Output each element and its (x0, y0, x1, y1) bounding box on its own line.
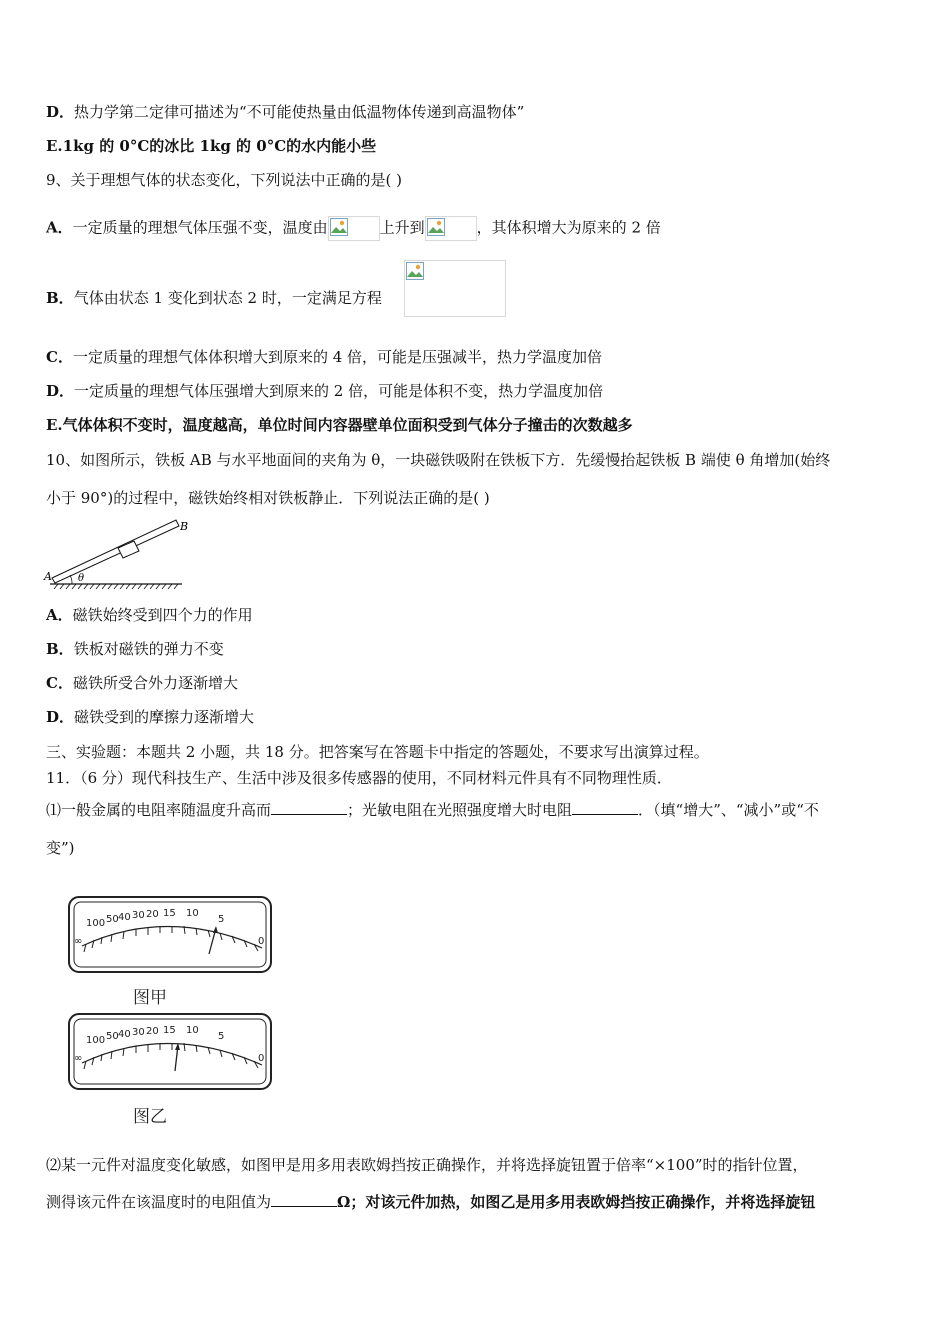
svg-text:15: 15 (163, 1025, 176, 1036)
q11-part2-line1: ⑵某一元件对温度变化敏感，如图甲是用多用表欧姆挡按正确操作，并将选择旋钮置于倍率“×100”时的指针位置， (46, 1156, 808, 1174)
q10-option-a: A．磁铁始终受到四个力的作用 (46, 606, 253, 624)
ground-hatching (54, 584, 178, 589)
svg-text:40: 40 (118, 1029, 131, 1040)
q8-option-d: D．热力学第二定律可描述为“不可能使热量由低温物体传递到高温物体” (46, 103, 525, 121)
svg-text:100: 100 (86, 918, 106, 929)
formula-image-placeholder (328, 216, 380, 241)
svg-text:∞: ∞ (74, 936, 83, 947)
svg-text:0: 0 (258, 936, 265, 947)
figure-caption-yi: 图乙 (133, 1107, 167, 1127)
svg-text:15: 15 (163, 908, 176, 919)
q10-stem-line1: 10、如图所示，铁板 AB 与水平地面间的夹角为 θ，一块磁铁吸附在铁板下方．先缓慢抬起铁板 B 端使 θ 角增加(始终 (46, 451, 831, 469)
svg-text:20: 20 (146, 1026, 159, 1037)
svg-text:10: 10 (186, 908, 199, 919)
figure-caption-jia: 图甲 (133, 988, 167, 1008)
q11-part1-line1: ⑴一般金属的电阻率随温度升高而 ；光敏电阻在光照强度增大时电阻 ．（填“增大”、“减小”或“不 (46, 801, 819, 819)
section-3-heading: 三、实验题：本题共 2 小题，共 18 分。把答案写在答题卡中指定的答题处，不要求写出演算过程。 (46, 743, 709, 761)
svg-text:50: 50 (106, 1031, 119, 1042)
answer-blank[interactable] (271, 800, 347, 815)
q11-stem: 11．（6 分）现代科技生产、生活中涉及很多传感器的使用，不同材料元件具有不同物理性质． (46, 769, 672, 787)
svg-text:100: 100 (86, 1035, 106, 1046)
svg-text:∞: ∞ (74, 1053, 83, 1064)
q11-part2-line2: 测得该元件在该温度时的电阻值为 Ω；对该元件加热，如图乙是用多用表欧姆挡按正确操作，并将选择旋钮 (46, 1193, 816, 1211)
broken-image-icon (427, 218, 445, 236)
broken-image-icon (330, 218, 348, 236)
svg-text:0: 0 (258, 1053, 265, 1064)
q8-option-e: E.1kg 的 0°C的冰比 1kg 的 0°C的水内能小些 (46, 137, 377, 155)
broken-image-icon (406, 262, 424, 280)
q10-option-b: B．铁板对磁铁的弹力不变 (46, 640, 224, 658)
q10-option-d: D．磁铁受到的摩擦力逐渐增大 (46, 708, 255, 726)
q11-part1-line2: 变”) (46, 839, 75, 857)
svg-text:20: 20 (146, 909, 159, 920)
svg-text:30: 30 (132, 1027, 145, 1038)
q9-option-b: B．气体由状态 1 变化到状态 2 时，一定满足方程 (46, 289, 382, 307)
inclined-plate-figure (42, 516, 192, 592)
angle-arc (70, 575, 72, 584)
iron-plate-ab (52, 520, 179, 583)
label-theta: θ (78, 573, 85, 584)
q10-option-c: C．磁铁所受合外力逐渐增大 (46, 674, 238, 692)
answer-blank[interactable] (572, 800, 638, 815)
label-a: A (44, 570, 52, 583)
svg-text:5: 5 (218, 914, 225, 925)
q9-option-c: C．一定质量的理想气体体积增大到原来的 4 倍，可能是压强减半，热力学温度加倍 (46, 348, 603, 366)
answer-blank[interactable] (271, 1192, 337, 1207)
svg-text:40: 40 (118, 912, 131, 923)
q9-stem: 9、关于理想气体的状态变化，下列说法中正确的是( ) (46, 171, 403, 189)
q10-stem-line2: 小于 90°)的过程中，磁铁始终相对铁板静止．下列说法正确的是( ) (46, 489, 490, 507)
equation-image-placeholder (404, 260, 506, 317)
formula-image-placeholder (425, 216, 477, 241)
svg-text:10: 10 (186, 1025, 199, 1036)
q9-option-e: E.气体体积不变时，温度越高，单位时间内容器壁单位面积受到气体分子撞击的次数越多 (46, 416, 633, 434)
svg-text:5: 5 (218, 1031, 225, 1042)
svg-text:30: 30 (132, 910, 145, 921)
q9-option-a: A．一定质量的理想气体压强不变，温度由 上升到 ，其体积增大为原来的 2 倍 (46, 216, 661, 241)
ohmmeter-figure-jia (68, 896, 273, 974)
label-b: B (180, 520, 189, 533)
ohmmeter-figure-yi (68, 1013, 273, 1091)
q9-option-d: D．一定质量的理想气体压强增大到原来的 2 倍，可能是体积不变，热力学温度加倍 (46, 382, 604, 400)
svg-text:50: 50 (106, 914, 119, 925)
